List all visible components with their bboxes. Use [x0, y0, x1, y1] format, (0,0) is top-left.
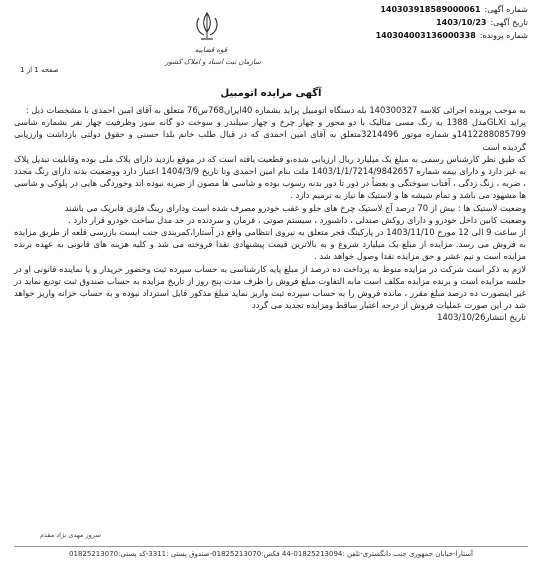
body-paragraph: وضعیت لاستیک ها : بیش از 70 درصد آج لاستیک چرخ های جلو و عقب خودرو مصرف شده است ودارای رینگ فلزی فابریک می باشند	[64, 202, 526, 213]
ad-date-label: تاریخ آگهی:	[490, 18, 528, 27]
signature-text: سرور مهدی نژاد مقدم	[40, 531, 101, 539]
body-paragraph: به موجب پرونده اجرائی کلاسه 140300327 بله دستگاه اتومبیل پراید بشماره 40ایران768س76 متعلق به آقای امین احمدی با مشخصات ذیل :	[25, 105, 526, 115]
page-number: صفحه 1 از 1	[20, 66, 59, 74]
case-number-label: شماره پرونده:	[479, 31, 528, 40]
notice-body	[14, 104, 526, 324]
body-paragraph: لازم به ذکر است شرکت در مزایده منوط به پرداخت ده درصد از مبلغ پایه کارشناسی به حساب سپرده ثبت وحضور خریدار و یا نماینده قانونی او در جلسه مزایده است و برنده مزایده مکلف است مابه التفاوت مبلغ فروش را ظرف مدت پنج روز از تاریخ مزایده به حساب صندوق ثبت تودیع نماید در غیر اینصورت ده درصد مبلغ مقرر ، مانده فروش را به حساب سپرده ثبت واریز نماید مبلغ مذکور قابل استرداد نبوده و به حساب خزانه واریز خواهد شد در این صورت عملیات فروش از درجه اعتبار ساقط ومزایده تجدید می گردد	[14, 263, 526, 311]
ad-number-label: شماره آگهی:	[484, 5, 528, 14]
org-line-registry: سازمان ثبت اسناد و املاک کشور	[165, 58, 261, 66]
footer-address: آستارا-خیابان جمهوری جنب دانگستری-تلفن :01825213094-44 فکس:01825213070-صندوق پستی :3311-کد پستی:01825213070	[69, 550, 473, 558]
footer-divider	[14, 546, 528, 547]
body-paragraph: پراید GLXiمدل 1388 به رنگ مسی متالیک با دو محور و چهار چرخ و چهار سیلندر و سوخت دو گانه سوز وظرفیت چهار نفر بشماره شاسی 1412288085799و شماره موتور 3214496متعلق به آقای امین احمدی که در قبال طلب خانم بلدا حسنی و حقوق دولتی بازداشت وارزیابی گردیده است	[14, 117, 526, 152]
iran-emblem-icon	[190, 10, 224, 44]
body-paragraph: از ساعت 9 الی 12 مورخ 1403/11/10 در پارکینگ فجر متعلق به نیروی انتظامی واقع در آستارا،کمربندی جنب ایست بازرسی قلعه از طریق مزایده به فروش می رسد. مزایده از مبلغ یک میلیارد شروع و به بالاترین قیمت پیشنهادی نقدا فروخته می شد و کلیه هزینه های قانونی به عهده برنده مزایده است و نیم عشر و حق مزایده نقدا وصول خواهد شد .	[14, 227, 526, 262]
body-paragraph: که طبق نظر کارشناس رسمی به مبلغ یک میلیارد ریال ارزیابی شده،و قطعیت یافته است که در موقع بازدید دارای پلاک ملی بوده وقابلیت تبدیل پلاک به غیر دارد و دارای بیمه شماره 1403/1/1/7214/9842657 ملت بنام امین احمدی وتا تاریخ 1404/3/9 اعتبار دارد ووضعیت بدنه دارای رنگ مجدد ، ضربه ، زنگ زدگی ، آفتاب سوختگی و بعضاً در دور تا دور بدنه رسوب بوده و شاسی ها مصون از ضربه نبوده اند وخوردگی هایی در پلوکی و شاسی ها مشهود می باشد و تمام شیشه ها و لاستیک ها نیاز به ترمیم دارد .	[14, 153, 526, 201]
ad-number: 140303918589000061	[380, 5, 481, 14]
case-number: 140304003136000338	[375, 31, 476, 40]
ad-date: 1403/10/23	[436, 18, 487, 27]
org-line-judiciary: قوه قضاییه	[194, 46, 228, 54]
publish-date: تاریخ انتشار1403/10/26	[437, 312, 526, 323]
document-title: آگهی مزایده اتومبیل	[220, 88, 322, 99]
body-paragraph: وضعیت کابین داخل خودرو و دارای روکش صندلی ، داشبورد ، سیستم صوتی ، فرمان و سردنده در حد مدل ساخت خودرو قرار دارد .	[68, 214, 526, 225]
